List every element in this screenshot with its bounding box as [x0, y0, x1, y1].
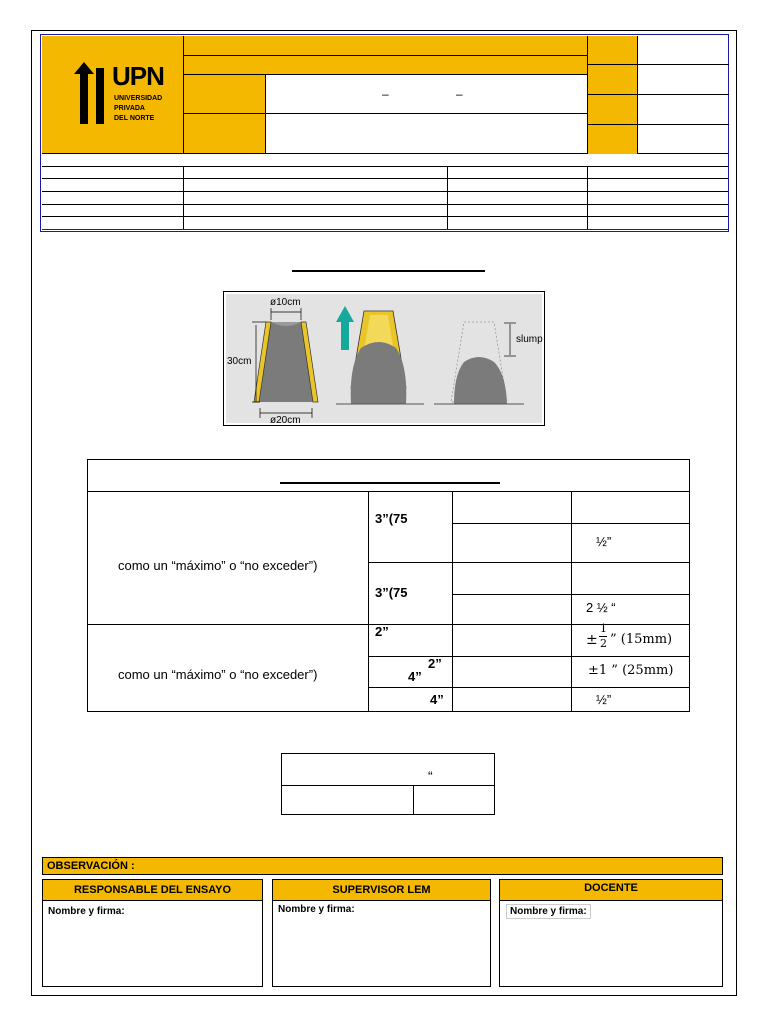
logo-panel	[42, 36, 184, 154]
signature-box-supervisor	[272, 879, 491, 987]
fraction-den: 2	[600, 637, 607, 650]
logo-line1: UNIVERSIDAD	[114, 95, 163, 102]
logo-brand: UPN	[112, 61, 164, 91]
docente-title: DOCENTE	[584, 882, 638, 894]
tolerance-table	[87, 459, 690, 712]
row1-tolerance-b: 2 ½ “	[586, 600, 616, 615]
row1-value-a: 3”(75	[375, 511, 408, 526]
title-bar-1	[184, 36, 587, 56]
observacion-bar	[42, 857, 723, 875]
upn-logo-icon	[60, 62, 120, 132]
row2-tolerance-c: ½”	[596, 692, 612, 707]
signature-header-responsable	[43, 880, 262, 901]
tolerance-unit: ” (15mm)	[610, 632, 673, 647]
slump-cone-diagram	[224, 292, 544, 425]
label-height: 30cm	[227, 356, 252, 367]
pm-sign: ±	[586, 632, 598, 648]
title-bar-2	[184, 56, 587, 75]
label-top-diameter: ø10cm	[270, 297, 301, 308]
value-cell-1	[266, 75, 587, 114]
logo-line2: PRIVADA	[114, 105, 145, 112]
responsable-title: RESPONSABLE DEL ENSAYO	[73, 884, 232, 896]
signature-header-docente	[500, 880, 722, 901]
row1-tolerance-a: ½”	[596, 534, 612, 549]
row2-description: como un “máximo” o “no exceder”)	[118, 667, 318, 682]
row1-value-b: 3”(75	[375, 585, 408, 600]
row2-value-a: 2”	[375, 624, 389, 639]
signature-header-supervisor	[273, 880, 490, 901]
observacion-label: OBSERVACIÓN :	[47, 860, 135, 872]
responsable-nombre-firma: Nombre y firma:	[48, 906, 125, 917]
info-grid	[42, 154, 728, 231]
logo-line3: DEL NORTE	[114, 115, 155, 122]
result-quote: “	[428, 768, 433, 784]
signature-box-responsable	[42, 879, 263, 987]
fraction-num: 1	[600, 622, 607, 635]
code-column	[587, 36, 728, 154]
dash-1: –	[382, 87, 389, 101]
label-cell-2	[184, 114, 266, 154]
result-box	[281, 753, 495, 815]
value-cell-2	[266, 114, 587, 154]
supervisor-title: SUPERVISOR LEM	[332, 884, 431, 896]
table-title-underline	[280, 482, 500, 484]
slump-figure	[223, 291, 545, 426]
docente-nombre-firma: Nombre y firma:	[506, 904, 591, 919]
row2-tolerance-b: ±1 ” (25mm)	[588, 663, 674, 678]
supervisor-nombre-firma: Nombre y firma:	[278, 904, 355, 915]
row2-value-b2: 4”	[408, 669, 422, 684]
row1-description: como un “máximo” o “no exceder”)	[118, 558, 318, 573]
row2-value-c: 4”	[430, 692, 444, 707]
label-cell-1	[184, 75, 266, 114]
row2-tolerance-a	[586, 624, 686, 654]
label-bottom-diameter: ø20cm	[270, 415, 301, 426]
dash-2: –	[456, 87, 463, 101]
label-slump: slump	[516, 334, 543, 345]
row2-value-b1: 2”	[428, 656, 442, 671]
section-title-underline	[292, 270, 485, 272]
signature-box-docente	[499, 879, 723, 987]
